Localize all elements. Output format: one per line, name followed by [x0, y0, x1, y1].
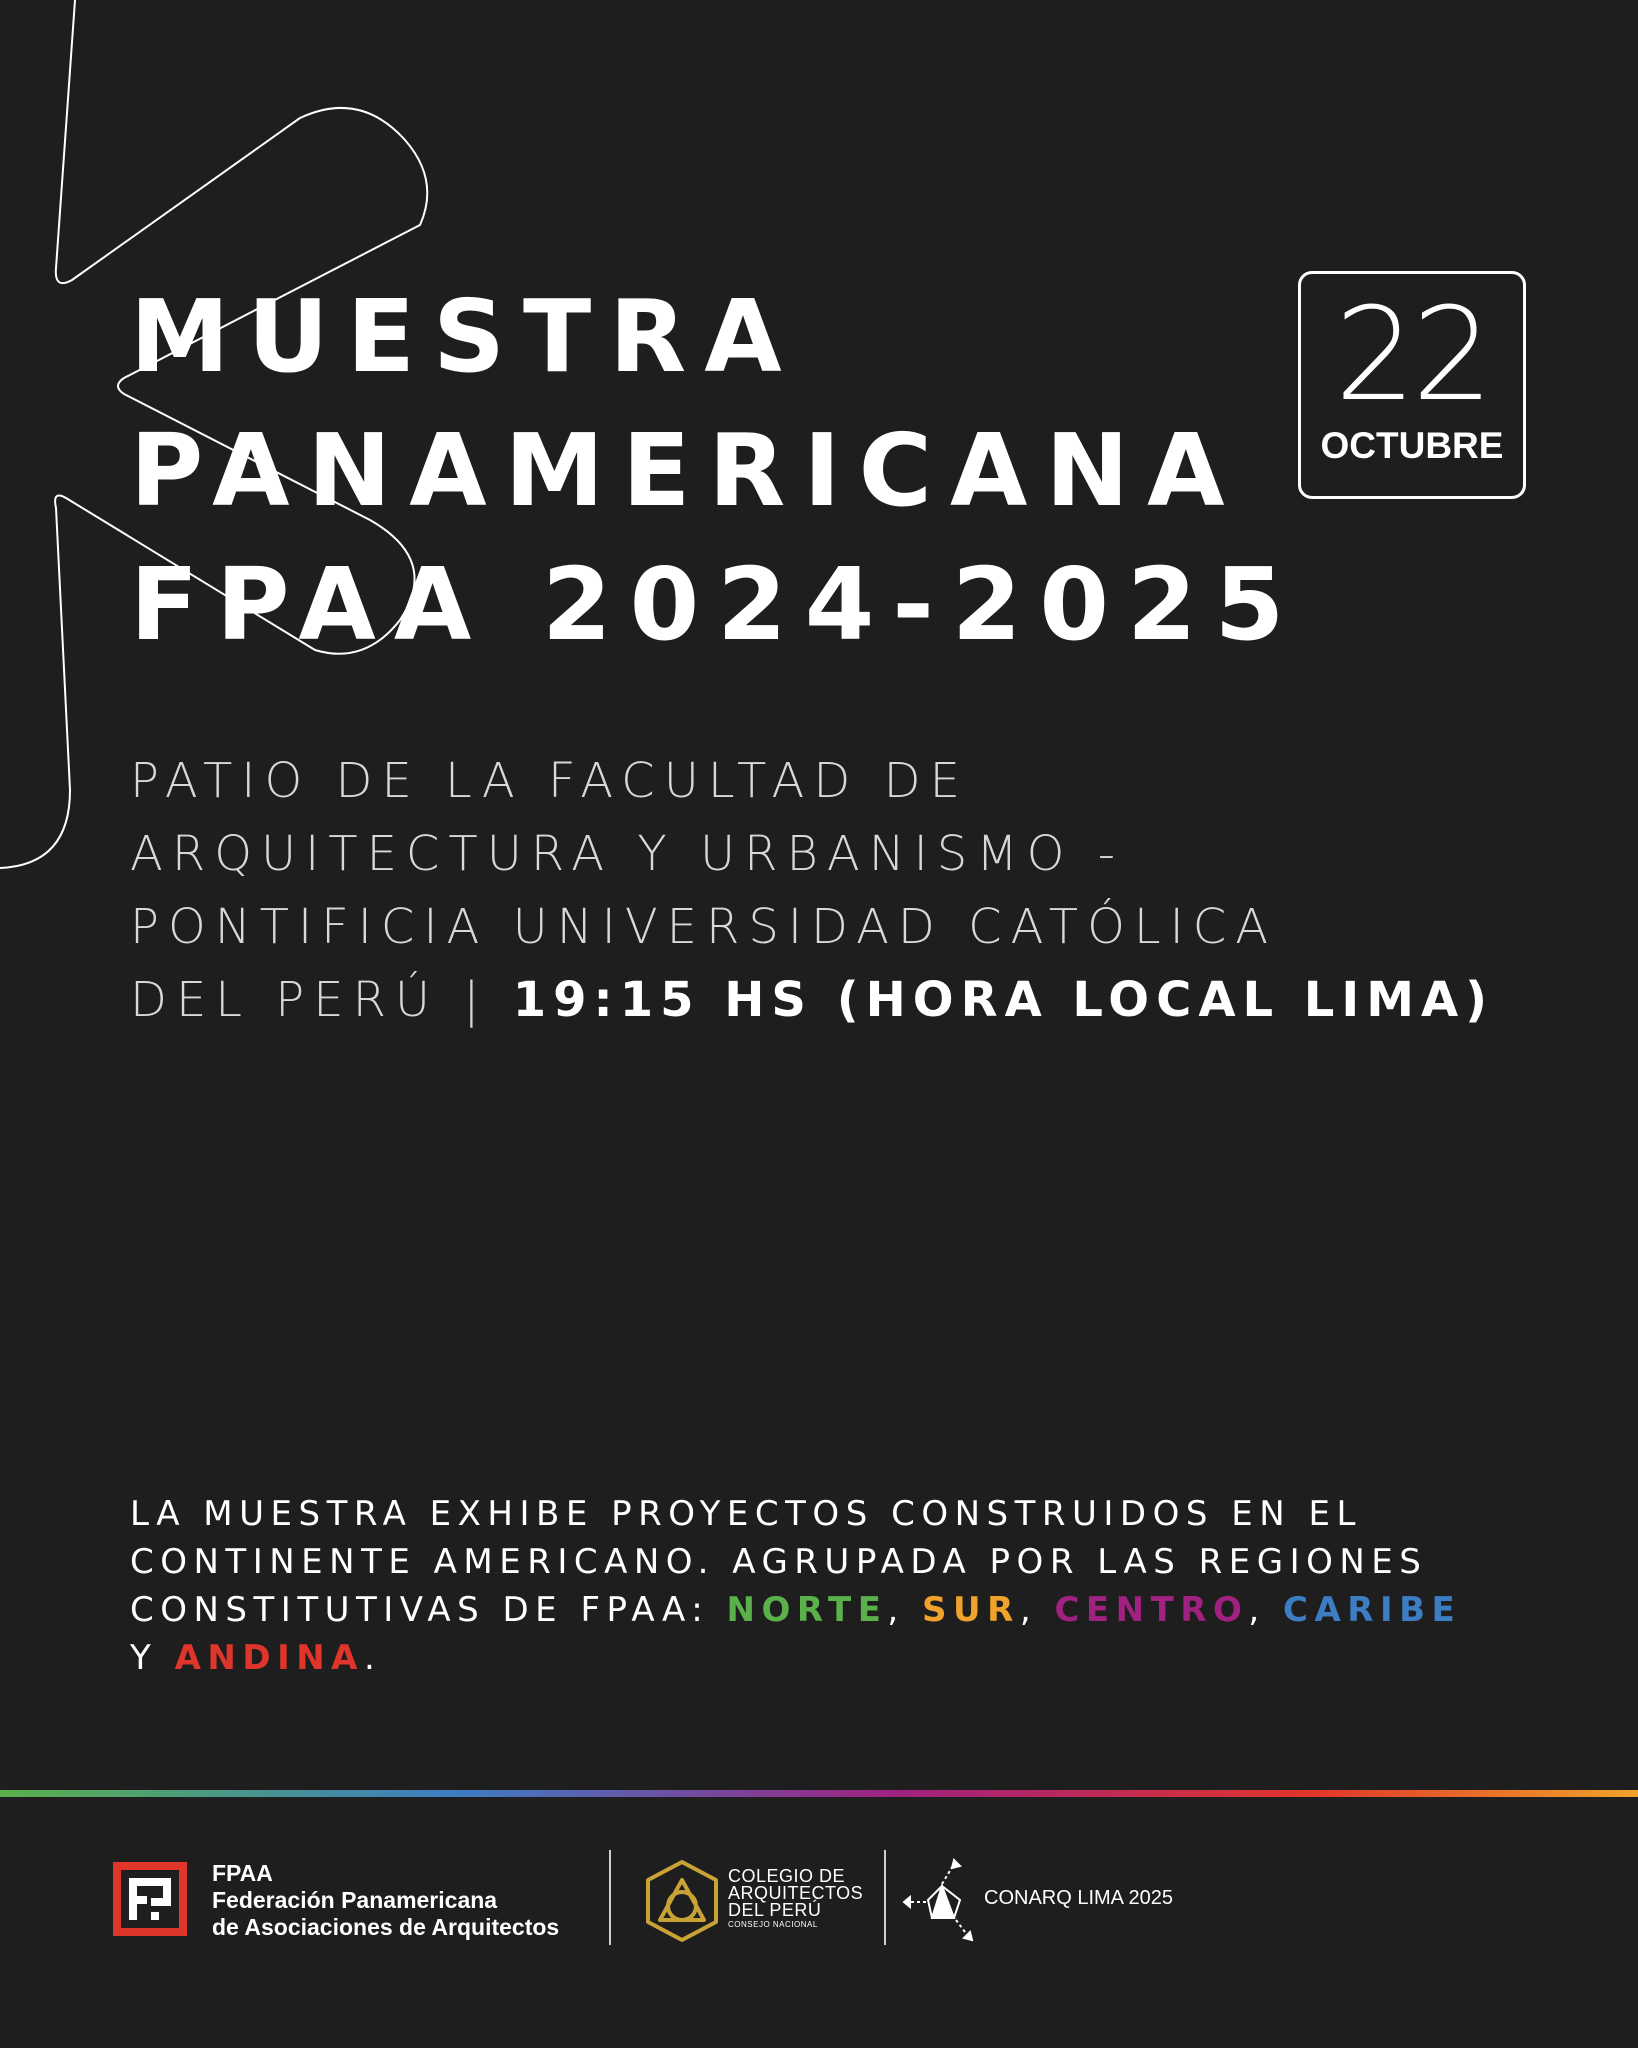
cap-line-3: DEL PERÚ [728, 1900, 822, 1920]
date-badge [1298, 271, 1526, 499]
description-line-3-prefix: CONSTITUTIVAS DE FPAA: [130, 1590, 727, 1630]
region-sur: SUR [922, 1590, 1020, 1630]
description-line-1: LA MUESTRA EXHIBE PROYECTOS CONSTRUIDOS EN EL [130, 1494, 1362, 1534]
footer-divider-2 [884, 1850, 886, 1945]
comma-1: , [887, 1590, 923, 1630]
footer-logos [0, 1840, 1638, 1990]
fpaa-logo-icon [113, 1862, 187, 1936]
fpaa-acronym: FPAA [212, 1860, 273, 1886]
fpaa-name-line-2: Federación Panamericana [212, 1887, 498, 1913]
location-line-1: PATIO DE LA FACULTAD DE [130, 753, 969, 809]
description-line-4-prefix: Y [130, 1638, 175, 1678]
conarq-logo-icon [902, 1856, 980, 1944]
footer-divider-1 [609, 1850, 611, 1945]
location-line-3: PONTIFICIA UNIVERSIDAD CATÓLICA [130, 899, 1278, 955]
date-day: 22 [1334, 281, 1490, 430]
cap-line-4: CONSEJO NACIONAL [728, 1920, 818, 1929]
cap-line-2: ARQUITECTOS [728, 1883, 864, 1903]
event-description [130, 1490, 1461, 1682]
location-line-4 [130, 964, 1494, 1037]
event-location [130, 745, 1494, 1037]
region-norte: NORTE [726, 1590, 888, 1630]
rainbow-divider [0, 1790, 1638, 1797]
date-month: OCTUBRE [1320, 425, 1504, 466]
description-line-4 [130, 1634, 1461, 1682]
region-andina: ANDINA [174, 1638, 364, 1678]
event-title [130, 270, 1302, 672]
fpaa-name-line-3: de Asociaciones de Arquitectos [212, 1914, 560, 1940]
title-line-2: PANAMERICANA [130, 412, 1243, 529]
title-line-1: MUESTRA [130, 278, 800, 395]
region-caribe: CARIBE [1283, 1590, 1462, 1630]
region-centro: CENTRO [1054, 1590, 1249, 1630]
location-line-4-prefix: DEL PERÚ | [130, 972, 513, 1028]
cap-logo-icon [642, 1858, 722, 1944]
cap-name [728, 1868, 863, 1930]
description-line-4-suffix: . [364, 1638, 382, 1678]
fpaa-name [212, 1860, 559, 1941]
description-line-3 [130, 1586, 1461, 1634]
cap-line-1: COLEGIO DE [728, 1866, 846, 1886]
description-line-2: CONTINENTE AMERICANO. AGRUPADA POR LAS REGIONES [130, 1542, 1428, 1582]
location-line-2: ARQUITECTURA Y URBANISMO - [130, 826, 1125, 882]
comma-3: , [1248, 1590, 1283, 1630]
comma-2: , [1019, 1590, 1055, 1630]
event-time: 19:15 HS (HORA LOCAL LIMA) [512, 972, 1495, 1028]
title-line-3: FPAA 2024-2025 [130, 546, 1303, 663]
conarq-label: CONARQ LIMA 2025 [984, 1887, 1173, 1909]
